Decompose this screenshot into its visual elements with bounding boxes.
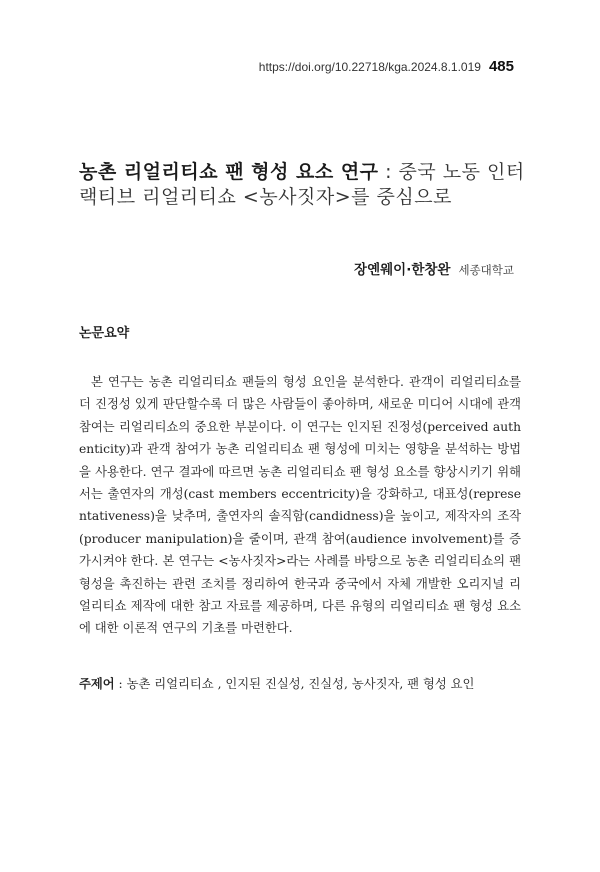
page-number: 485: [488, 58, 514, 75]
keywords-separator: :: [114, 677, 127, 691]
author-line: [354, 258, 514, 278]
doi-link[interactable]: https://doi.org/10.22718/kga.2024.8.1.019: [258, 60, 481, 74]
page-header: [259, 58, 514, 75]
keywords-label: 주제어: [79, 677, 115, 691]
abstract-body: 본 연구는 농촌 리얼리티쇼 팬들의 형성 요인을 분석한다. 관객이 리얼리티쇼를 더 진정성 있게 판단할수록 더 많은 사람들이 좋아하며, 새로운 미디어 시대에 관객 참여는 리얼리티쇼의 중요한 부분이다. 이 연구는 인지된 진정성(perceived authenticity)과 관객 참여가 농촌 리얼리티쇼 팬 형성에 미치는 영향을 분석하는 방법을 사용한다. 연구 결과에 따르면 농촌 리얼리티쇼 팬 형성 요소를 향상시키기 위해서는 출연자의 개성(cast members eccentricity)을 강화하고, 대표성(representativeness)을 낮추며, 출연자의 솔직함(candidness)을 높이고, 제작자의 조작(producer manipulation)을 줄이며, 관객 참여(audience involvement)를 증가시켜야 한다. 본 연구는 <농사짓자>라는 사례를 바탕으로 농촌 리얼리티쇼의 팬 형성을 촉진하는 관련 조치를 정리하여 한국과 중국에서 자체 개발한 오리지널 리얼리티쇼 제작에 대한 참고 자료를 제공하며, 다른 유형의 리얼리티쇼 팬 형성 요소에 대한 이론적 연구의 기초를 마련한다.: [79, 375, 521, 636]
keywords-text: 농촌 리얼리티쇼 , 인지된 진실성, 진실성, 농사짓자, 팬 형성 요인: [126, 677, 475, 691]
keywords-line: [79, 674, 521, 694]
author-affiliation: 세종대학교: [458, 263, 514, 277]
title-separator: :: [378, 161, 399, 183]
title-subtitle: 중국 노동 인터랙티브 리얼리티쇼 <농사짓자>를 중심으로: [79, 161, 525, 208]
paper-title: [79, 160, 529, 210]
title-main: 농촌 리얼리티쇼 팬 형성 요소 연구: [79, 161, 379, 183]
author-names: 장옌웨이·한창완: [354, 262, 451, 278]
abstract-heading: 논문요약: [79, 326, 130, 341]
